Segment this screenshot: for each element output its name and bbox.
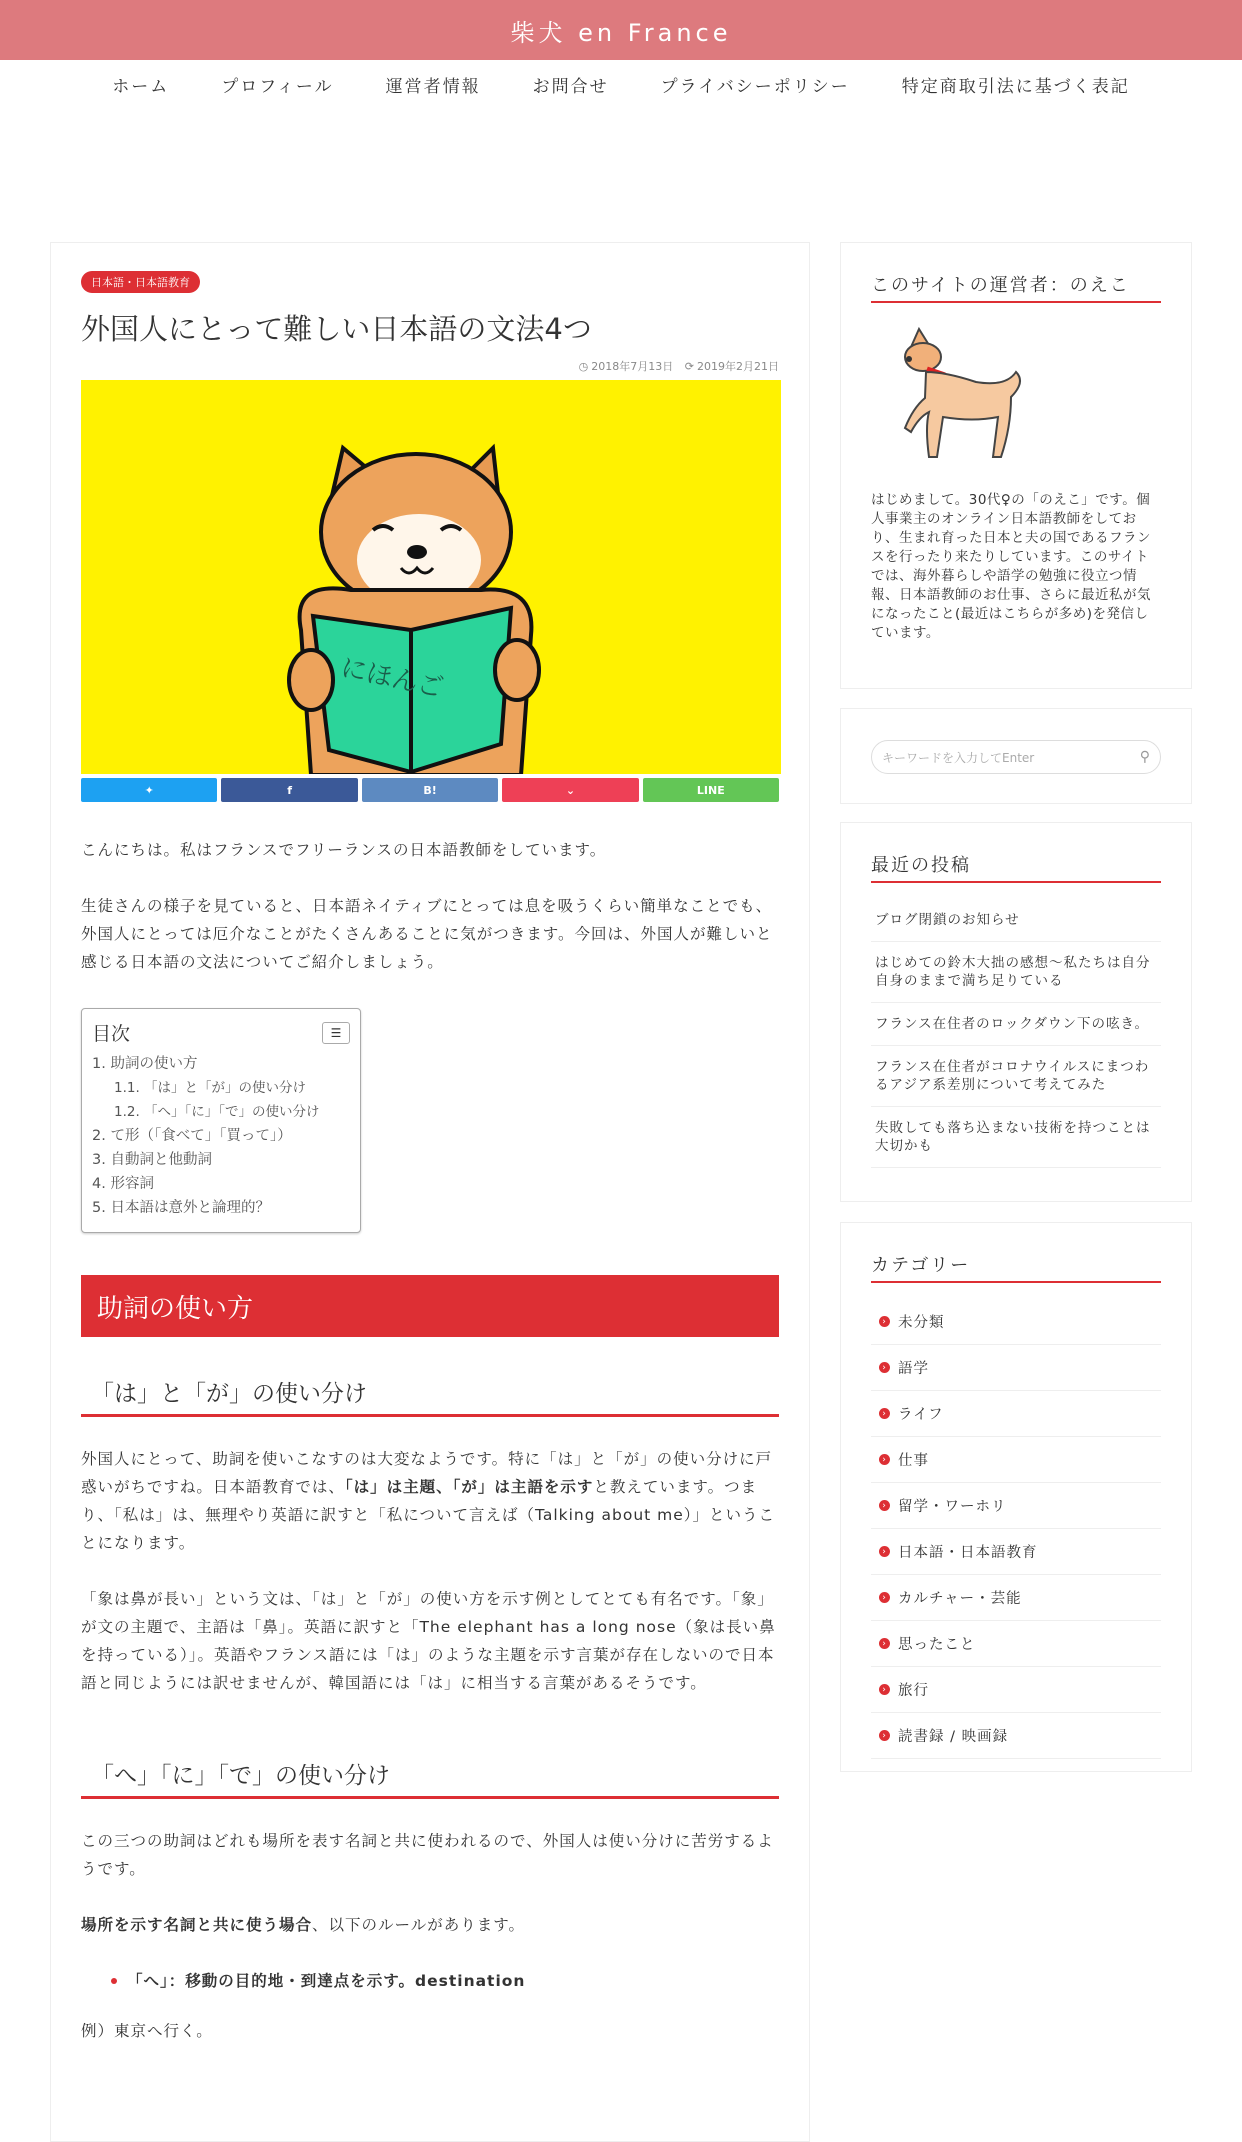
shiba-profile-illustration <box>871 317 1041 477</box>
widget-title: 最近の投稿 <box>871 851 1161 883</box>
list-icon: ☰ <box>330 1025 342 1040</box>
nav-item-profile[interactable]: プロフィール <box>221 76 334 97</box>
paragraph <box>81 1911 779 1939</box>
text-span: 外国人にとって、助詞を使いこなすのは大変なようです。特に「は」と「が」の使い分けに戸惑いがちですね。日本語教育では、 <box>81 1450 773 1496</box>
toc-item[interactable]: 1. 助詞の使い方 <box>92 1056 198 1072</box>
section-body <box>81 1445 779 1697</box>
category-label: ライフ <box>898 1407 944 1423</box>
global-nav <box>0 60 1242 108</box>
category-link[interactable] <box>871 1345 1161 1391</box>
category-link[interactable] <box>871 1437 1161 1483</box>
category-link[interactable] <box>871 1391 1161 1437</box>
paragraph: この三つの助詞はどれも場所を表す名詞と共に使われるので、外国人は使い分けに苦労するようです。 <box>81 1832 774 1878</box>
pocket-icon: ⌄ <box>565 783 576 797</box>
chevron-right-icon: › <box>879 1684 890 1695</box>
nav-item-legal[interactable]: 特定商取引法に基づく表記 <box>901 76 1130 97</box>
site-header <box>0 0 1242 60</box>
article-body <box>81 836 779 976</box>
search-placeholder: キーワードを入力してEnter <box>882 750 1035 765</box>
chevron-right-icon: › <box>879 1546 890 1557</box>
bold-text: 「は」は主題、「が」は主語を示す <box>344 1478 594 1496</box>
category-badge[interactable]: 日本語・日本語教育 <box>81 271 200 293</box>
category-link[interactable] <box>871 1575 1161 1621</box>
chevron-right-icon: › <box>879 1316 890 1327</box>
toc-item[interactable]: 2. て形（「食べて」「買って」） <box>92 1128 292 1144</box>
text-span: 、以下のルールがあります。 <box>312 1916 525 1934</box>
subsection-heading: 「は」と「が」の使い分け <box>81 1375 779 1417</box>
profile-text: はじめまして。30代♀の「のえこ」です。個人事業主のオンライン日本語教師をしており、生まれ育った日本と夫の国であるフランスを行ったり来たりしています。このサイトでは、海外暮らしや語学の勉強に役立つ情報、日本語教師のお仕事、さらに最近私が気になったこと(最近はこちらが多め)を発信しています。 <box>871 492 1151 641</box>
intro-paragraph-2: 生徒さんの様子を見ていると、日本語ネイティブにとっては息を吸うくらい簡単なことでも、外国人にとっては厄介なことがたくさんあることに気がつきます。今回は、外国人が難しいと感じる日本語の文法についてご紹介しましょう。 <box>81 897 773 971</box>
pocket-share-button[interactable] <box>502 778 638 802</box>
toc-item[interactable]: 3. 自動詞と他動詞 <box>92 1152 212 1168</box>
line-share-button[interactable]: LINE <box>643 778 779 802</box>
category-label: 思ったこと <box>898 1637 976 1653</box>
paragraph <box>81 1445 779 1557</box>
share-buttons <box>81 778 779 802</box>
search-input[interactable] <box>871 740 1161 774</box>
widget-title: このサイトの運営者：のえこ <box>871 271 1161 303</box>
published-date: 2018年7月13日 <box>591 360 674 373</box>
section-body <box>81 1827 779 2045</box>
category-label: 未分類 <box>898 1315 945 1331</box>
category-link[interactable] <box>871 1667 1161 1713</box>
toc-item[interactable]: 1.2. 「へ」「に」「で」の使い分け <box>114 1104 320 1120</box>
clock-icon: ◷ <box>578 360 589 373</box>
twitter-icon: ✦ <box>144 783 154 797</box>
post-dates <box>81 358 779 374</box>
nav-item-operator[interactable]: 運営者情報 <box>385 76 481 97</box>
nav-item-home[interactable]: ホーム <box>112 76 170 97</box>
paragraph: 「象は鼻が長い」という文は、「は」と「が」の使い方を示す例としてとても有名です。「象」が文の主題で、主語は「鼻」。英語に訳すと「The elephant has a long nose（象は長い鼻を持っている）」。英語やフランス語には「は」のような主題を示す言葉が存在しないので日本語と同じようには訳せませんが、韓国語には「は」に相当する言葉があるそうです。 <box>81 1590 776 1692</box>
recent-post-link[interactable]: はじめての鈴木大拙の感想～私たちは自分自身のままで満ち足りている <box>871 942 1161 1003</box>
toc-toggle-button[interactable] <box>322 1022 350 1044</box>
bullet-dot <box>111 1978 117 1984</box>
chevron-right-icon: › <box>879 1362 890 1373</box>
chevron-right-icon: › <box>879 1592 890 1603</box>
chevron-right-icon: › <box>879 1500 890 1511</box>
post-title: 外国人にとって難しい日本語の文法4つ <box>81 312 592 346</box>
search-widget <box>840 708 1192 804</box>
category-label: 語学 <box>898 1361 929 1377</box>
intro-paragraph-1: こんにちは。私はフランスでフリーランスの日本語教師をしています。 <box>81 841 607 859</box>
category-link[interactable] <box>871 1621 1161 1667</box>
toc-title: 目次 <box>92 1023 131 1045</box>
toc-item[interactable]: 4. 形容詞 <box>92 1176 154 1192</box>
category-label: カルチャー・芸能 <box>898 1591 1022 1607</box>
profile-widget <box>840 242 1192 689</box>
category-label: 読書録 / 映画録 <box>898 1729 1009 1745</box>
recent-post-link[interactable]: ブログ閉鎖のお知らせ <box>871 899 1161 942</box>
example-text: 例）東京へ行く。 <box>81 2022 213 2040</box>
refresh-icon: ⟳ <box>684 360 694 373</box>
category-label: 日本語・日本語教育 <box>898 1545 1038 1561</box>
chevron-right-icon: › <box>879 1454 890 1465</box>
toc-item[interactable]: 1.1. 「は」と「が」の使い分け <box>114 1080 307 1096</box>
recent-post-link[interactable]: フランス在住者がコロナウイルスにまつわるアジア系差別について考えてみた <box>871 1046 1161 1107</box>
category-label: 旅行 <box>898 1683 929 1699</box>
list-item <box>81 1967 779 1995</box>
facebook-share-button[interactable] <box>221 778 357 802</box>
updated-date: 2019年2月21日 <box>697 360 779 373</box>
book-text: にほんご <box>338 652 447 704</box>
category-label: 仕事 <box>898 1453 929 1469</box>
site-title[interactable]: 柴犬 en France <box>510 18 732 47</box>
category-link[interactable] <box>871 1299 1161 1345</box>
subsection-heading: 「へ」「に」「で」の使い分け <box>81 1757 779 1799</box>
recent-posts-widget <box>840 822 1192 1202</box>
category-link[interactable] <box>871 1483 1161 1529</box>
bold-text: 場所を示す名詞と共に使う場合 <box>81 1916 313 1934</box>
text-span: と教えています。つまり、「私は」は、無理やり英語に訳すと「私について言えば（Talking about me）」ということになります。 <box>81 1478 776 1552</box>
article <box>50 242 810 2142</box>
twitter-share-button[interactable] <box>81 778 217 802</box>
eyecatch-image <box>81 380 781 774</box>
recent-post-link[interactable]: 失敗しても落ち込まない技術を持つことは大切かも <box>871 1107 1161 1168</box>
nav-item-contact[interactable]: お問合せ <box>532 76 609 97</box>
recent-post-link[interactable]: フランス在住者のロックダウン下の呟き。 <box>871 1003 1161 1046</box>
shiba-reading-illustration <box>81 380 781 774</box>
chevron-right-icon: › <box>879 1730 890 1741</box>
search-icon[interactable]: ⚲ <box>1139 749 1150 765</box>
bullet-text: 「へ」：移動の目的地・到達点を示す。destination <box>127 1972 526 1990</box>
hatena-share-button[interactable]: B! <box>362 778 498 802</box>
chevron-right-icon: › <box>879 1408 890 1419</box>
widget-title: カテゴリー <box>871 1251 1161 1283</box>
facebook-icon: f <box>287 783 292 797</box>
category-link[interactable] <box>871 1529 1161 1575</box>
table-of-contents <box>81 1008 361 1233</box>
toc-item[interactable]: 5. 日本語は意外と論理的？ <box>92 1200 270 1216</box>
section-heading: 助詞の使い方 <box>81 1275 779 1337</box>
nav-item-privacy[interactable]: プライバシーポリシー <box>660 76 850 97</box>
category-link[interactable] <box>871 1713 1161 1759</box>
category-label: 留学・ワーホリ <box>898 1499 1007 1515</box>
category-widget <box>840 1222 1192 1772</box>
chevron-right-icon: › <box>879 1638 890 1649</box>
